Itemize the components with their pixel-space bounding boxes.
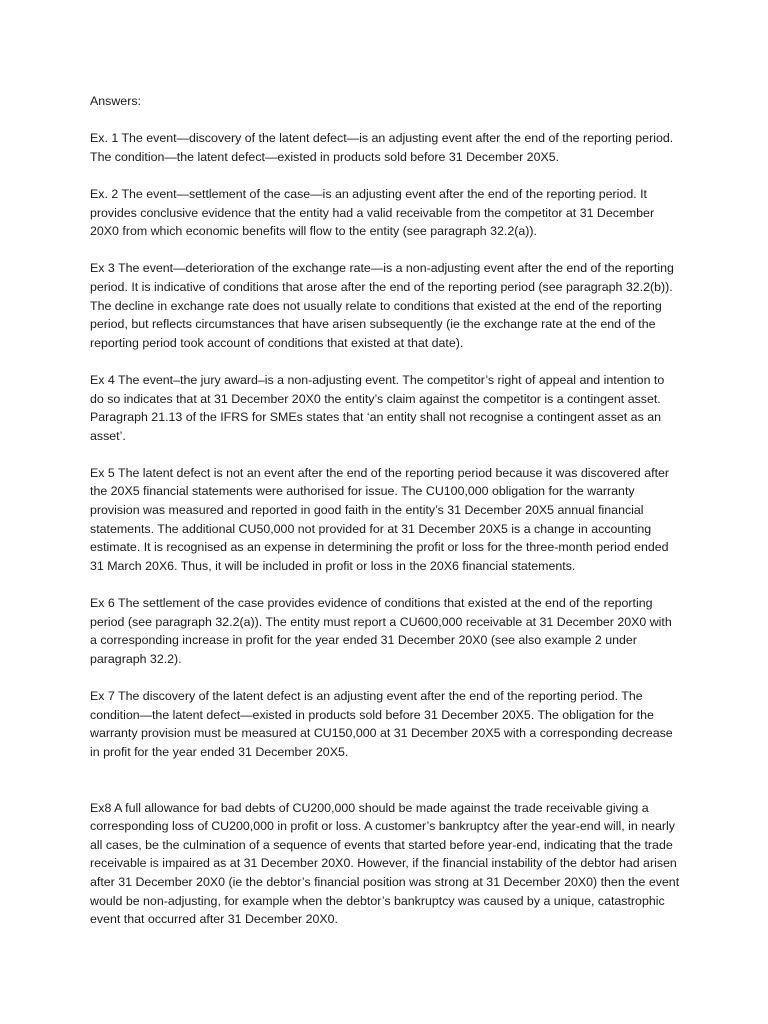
answer-ex5: Ex 5 The latent defect is not an event after the end of the reporting period because it was discovered after the 20X5 financial statements were authorised for issue. The CU100,000 obligation for the warranty provision was measured and reported in good faith in the entity’s 31 December 20X5 annual financial statements. The additional CU50,000 not provided for at 31 December 20X5 is a change in accounting estimate. It is recognised as an expense in determining the profit or loss for the three-month period ended 31 March 20X6. Thus, it will be included in profit or loss in the 20X6 financial statements. [90,465,670,573]
answers-heading: Answers: [90,94,141,108]
document-page [90,92,680,947]
answer-ex8: Ex8 A full allowance for bad debts of CU200,000 should be made against the trade receivable giving a corresponding loss of CU200,000 in profit or loss. A customer’s bankruptcy after the year-end will, in nearly all cases, be the culmination of a sequence of events that started before year-end, indicating that the trade receivable is impaired as at 31 December 20X0. However, if the financial instability of the debtor had arisen after 31 December 20X0 (ie the debtor’s financial position was strong at 31 December 20X0) then the event would be non-adjusting, for example when the debtor’s bankruptcy was caused by a unique, catastrophic event that occurred after 31 December 20X0. [90,800,680,927]
answer-ex2: Ex. 2 The event—settlement of the case—is an adjusting event after the end of the reporting period. It provides conclusive evidence that the entity had a valid receivable from the competitor at 31 December 20X0 from which economic benefits will flow to the entity (see paragraph 32.2(a)). [90,186,655,239]
answer-ex4: Ex 4 The event–the jury award–is a non-adjusting event. The competitor’s right of appeal and intention to do so indicates that at 31 December 20X0 the entity’s claim against the competitor is a contingent asset. Paragraph 21.13 of the IFRS for SMEs states that ‘an entity shall not recognise a contingent asset as an asset’. [90,372,665,443]
answer-ex1: Ex. 1 The event—discovery of the latent defect—is an adjusting event after the end of the reporting period. The condition—the latent defect—existed in products sold before 31 December 20X5. [90,131,674,164]
answer-ex7: Ex 7 The discovery of the latent defect is an adjusting event after the end of the reporting period. The condition—the latent defect—existed in products sold before 31 December 20X5. The obligation for the warranty provision must be measured at CU150,000 at 31 December 20X5 with a corresponding decrease in profit for the year ended 31 December 20X5. [90,689,673,759]
answer-ex3: Ex 3 The event—deterioration of the exchange rate—is a non-adjusting event after the end of the reporting period. It is indicative of conditions that arose after the end of the reporting period (see paragraph 32.2(b)). The decline in exchange rate does not usually relate to conditions that existed at the end of the reporting period, but reflects circumstances that have arisen subsequently (ie the exchange rate at the end of the reporting period took account of conditions that existed at that date). [90,261,674,350]
answer-ex6: Ex 6 The settlement of the case provides evidence of conditions that existed at the end of the reporting period (see paragraph 32.2(a)). The entity must report a CU600,000 receivable at 31 December 20X0 with a corresponding increase in profit for the year ended 31 December 20X0 (see also example 2 under paragraph 32.2). [90,596,672,666]
